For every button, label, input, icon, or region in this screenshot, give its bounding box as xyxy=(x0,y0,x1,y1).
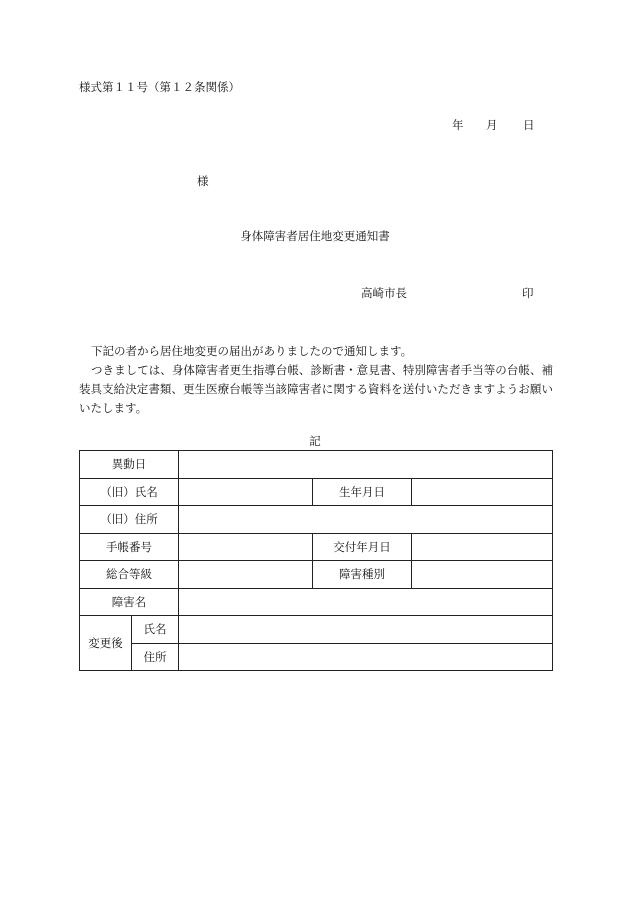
transfer-date-field[interactable] xyxy=(179,451,553,479)
disability-name-field[interactable] xyxy=(179,588,553,616)
table-row xyxy=(80,561,553,589)
overall-grade-field[interactable] xyxy=(179,561,313,589)
table-row xyxy=(80,478,553,506)
after-change-label: 変更後 xyxy=(80,616,132,671)
new-address-field[interactable] xyxy=(179,643,553,671)
table-row xyxy=(80,588,553,616)
form-number: 様式第１１号（第１２条関係） xyxy=(79,80,240,94)
seal-mark: 印 xyxy=(522,286,534,300)
birth-date-field[interactable] xyxy=(412,478,553,506)
issue-date-label: 交付年月日 xyxy=(313,533,412,561)
old-name-field[interactable] xyxy=(179,478,313,506)
table-row xyxy=(80,451,553,479)
table-row xyxy=(80,616,553,644)
table-row xyxy=(80,643,553,671)
note-heading: 記 xyxy=(309,434,321,448)
new-name-field[interactable] xyxy=(179,616,553,644)
table-row xyxy=(80,533,553,561)
table-row xyxy=(80,506,553,534)
disability-name-label: 障害名 xyxy=(80,588,179,616)
body-paragraph-1: 下記の者から居住地変更の届出がありましたので通知します。 xyxy=(91,344,413,358)
handbook-number-label: 手帳番号 xyxy=(80,533,179,561)
body-paragraph-2: つきましては、身体障害者更生指導台帳、診断書・意見書、特別障害者手当等の台帳、補装具支給決定書類、更生医療台帳等当該障害者に関する資料を送付いただきますようお願いいたします。 xyxy=(79,363,553,415)
old-name-label: （旧）氏名 xyxy=(80,478,179,506)
notice-body xyxy=(79,342,553,418)
details-table xyxy=(79,450,553,671)
handbook-number-field[interactable] xyxy=(179,533,313,561)
transfer-date-label: 異動日 xyxy=(80,451,179,479)
date-month-label: 月 xyxy=(486,118,498,132)
birth-date-label: 生年月日 xyxy=(313,478,412,506)
document-title: 身体障害者居住地変更通知書 xyxy=(240,229,390,243)
disability-type-label: 障害種別 xyxy=(313,561,412,589)
date-day-label: 日 xyxy=(523,118,535,132)
old-address-label: （旧）住所 xyxy=(80,506,179,534)
issuer-name: 高崎市長 xyxy=(361,286,407,300)
addressee-suffix: 様 xyxy=(197,174,209,188)
old-address-field[interactable] xyxy=(179,506,553,534)
date-year-label: 年 xyxy=(452,118,464,132)
new-name-label: 氏名 xyxy=(132,616,179,644)
issue-date-field[interactable] xyxy=(412,533,553,561)
disability-type-field[interactable] xyxy=(412,561,553,589)
overall-grade-label: 総合等級 xyxy=(80,561,179,589)
new-address-label: 住所 xyxy=(132,643,179,671)
